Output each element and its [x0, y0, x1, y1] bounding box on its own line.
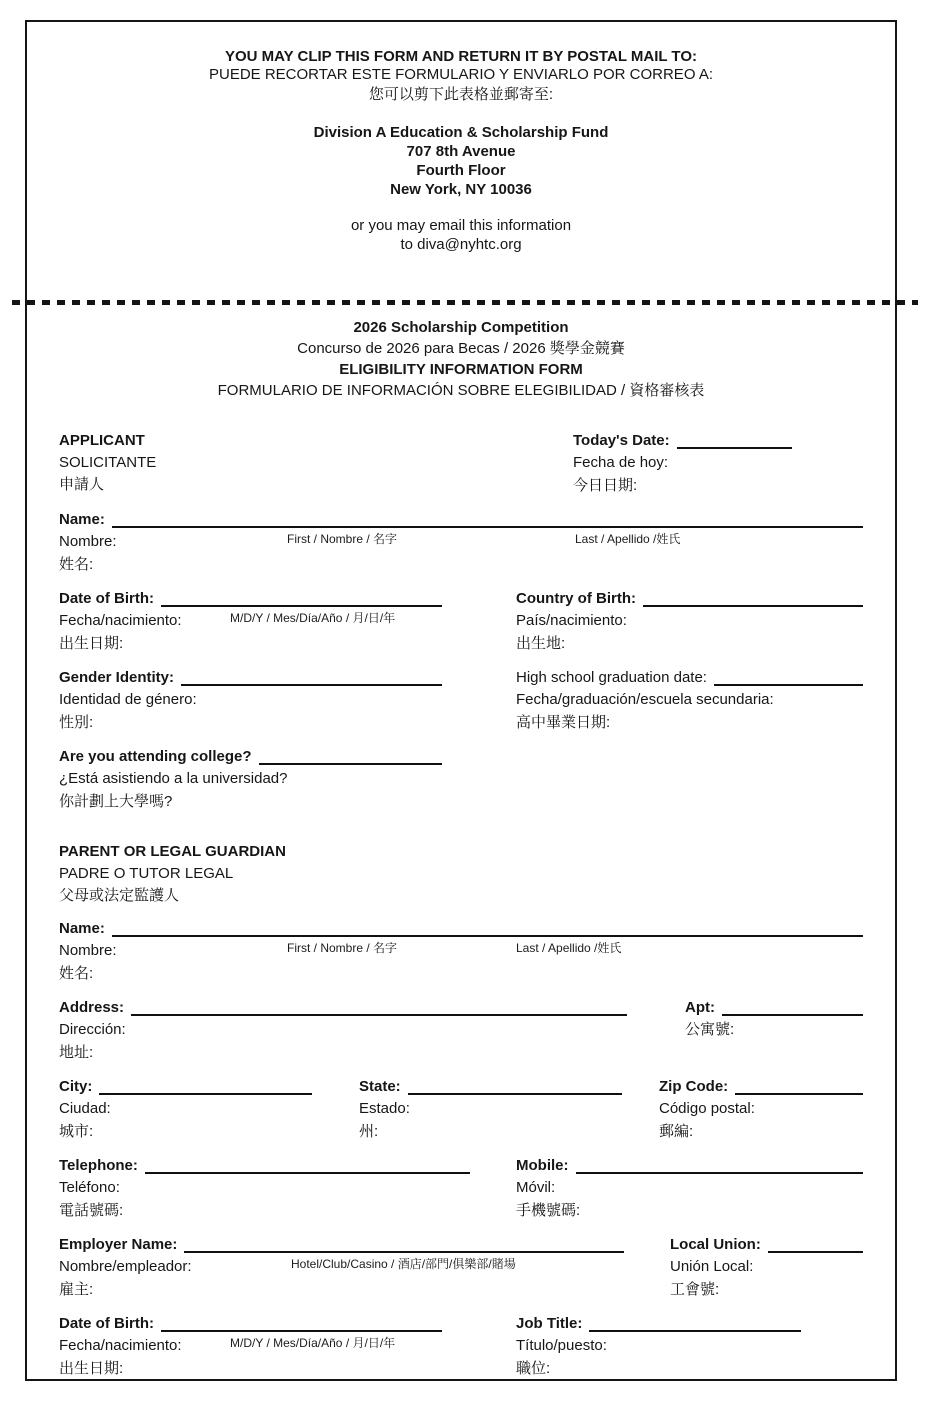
guardian-name-first-hint: First / Nombre / 名字: [287, 941, 398, 955]
country-of-birth-field: [516, 588, 863, 656]
college-row: [59, 746, 863, 814]
address-row: [59, 997, 863, 1065]
gender-identity-label: Gender Identity:: [59, 669, 175, 686]
hs-graduation-label-zh: 高中畢業日期:: [516, 714, 611, 731]
mobile-label: Mobile:: [516, 1157, 569, 1174]
state-field: [359, 1076, 622, 1144]
gender-identity-label-zh: 性別:: [59, 714, 94, 731]
applicant-dob-row: [59, 588, 863, 656]
state-line: [408, 1093, 622, 1095]
mailing-instruction-zh: 您可以剪下此表格並郵寄至:: [368, 86, 554, 103]
state-label: State:: [359, 1078, 401, 1095]
guardian-dob-field: [59, 1313, 442, 1381]
guardian-name-field: [59, 918, 863, 986]
guardian-heading-es: PADRE O TUTOR LEGAL: [59, 865, 234, 882]
applicant-name-row: [59, 509, 863, 577]
applicant-name-label-zh: 姓名:: [59, 556, 94, 573]
todays-date-field: [573, 430, 863, 498]
employer-venue-hint: Hotel/Club/Casino / 酒店/部門/俱樂部/賭場: [291, 1257, 516, 1271]
country-of-birth-label-zh: 出生地:: [516, 635, 566, 652]
applicant-name-label-es: Nombre:: [59, 533, 117, 550]
city-line: [99, 1093, 312, 1095]
applicant-dob-format-hint: M/D/Y / Mes/Día/Año / 月/日/年: [230, 611, 396, 625]
job-title-line: [589, 1330, 801, 1332]
job-title-label-es: Título/puesto:: [516, 1337, 607, 1354]
applicant-name-field: [59, 509, 863, 577]
email-note: [59, 216, 863, 254]
applicant-dob-field: [59, 588, 442, 656]
job-title-field: [516, 1313, 863, 1381]
todays-date-label-zh: 今日日期:: [573, 477, 638, 494]
zip-line: [735, 1093, 863, 1095]
cut-line-separator: [12, 300, 918, 305]
mailing-address-street: 707 8th Avenue: [406, 143, 516, 160]
hs-graduation-label: High school graduation date:: [516, 669, 707, 686]
form-fields: [59, 430, 863, 1381]
mailing-address: [59, 123, 863, 199]
guardian-heading: [59, 841, 863, 907]
gender-row: [59, 667, 863, 735]
guardian-dob-label-zh: 出生日期:: [59, 1360, 124, 1377]
guardian-name-label: Name:: [59, 920, 105, 937]
address-label-es: Dirección:: [59, 1021, 126, 1038]
telephone-label: Telephone:: [59, 1157, 138, 1174]
employer-row: [59, 1234, 863, 1302]
applicant-dob-label-zh: 出生日期:: [59, 635, 124, 652]
competition-title-en: 2026 Scholarship Competition: [353, 319, 569, 336]
applicant-heading-en: APPLICANT: [59, 432, 145, 449]
todays-date-label-es: Fecha de hoy:: [573, 454, 669, 471]
local-union-label: Local Union:: [670, 1236, 761, 1253]
employer-label-zh: 雇主:: [59, 1281, 94, 1298]
gender-identity-line: [181, 684, 442, 686]
guardian-dob-label-es: Fecha/nacimiento:: [59, 1337, 182, 1354]
apt-label: Apt:: [685, 999, 715, 1016]
employer-label-es: Nombre/empleador:: [59, 1258, 192, 1275]
mobile-label-zh: 手機號碼:: [516, 1202, 581, 1219]
applicant-heading: [59, 430, 573, 498]
hs-graduation-line: [714, 684, 863, 686]
guardian-name-line: [112, 935, 863, 937]
state-label-es: Estado:: [359, 1100, 410, 1117]
guardian-heading-zh: 父母或法定監護人: [59, 887, 180, 904]
city-label-es: Ciudad:: [59, 1100, 111, 1117]
attending-college-label-zh: 你計劃上大學嗎?: [59, 793, 173, 810]
apt-line: [722, 1014, 863, 1016]
country-of-birth-label: Country of Birth:: [516, 590, 636, 607]
competition-title-es-zh: Concurso de 2026 para Becas / 2026 獎學金競賽: [297, 340, 625, 357]
address-label-zh: 地址:: [59, 1044, 94, 1061]
mailing-address-city: New York, NY 10036: [390, 181, 532, 198]
apt-field: [685, 997, 863, 1065]
job-title-label-zh: 職位:: [516, 1360, 551, 1377]
gender-identity-field: [59, 667, 442, 735]
local-union-line: [768, 1251, 863, 1253]
form-border: [25, 20, 897, 1381]
mailing-address-floor: Fourth Floor: [416, 162, 506, 179]
address-label: Address:: [59, 999, 125, 1016]
local-union-label-zh: 工會號:: [670, 1281, 720, 1298]
zip-field: [659, 1076, 863, 1144]
country-of-birth-label-es: País/nacimiento:: [516, 612, 627, 629]
guardian-dob-row: [59, 1313, 863, 1381]
employer-label: Employer Name:: [59, 1236, 178, 1253]
state-label-zh: 州:: [359, 1123, 379, 1140]
attending-college-label: Are you attending college?: [59, 748, 252, 765]
zip-label: Zip Code:: [659, 1078, 729, 1095]
applicant-dob-label: Date of Birth:: [59, 590, 154, 607]
applicant-dob-label-es: Fecha/nacimiento:: [59, 612, 182, 629]
telephone-field: [59, 1155, 470, 1223]
hs-graduation-field: [516, 667, 863, 735]
attending-college-field: [59, 746, 442, 814]
job-title-label: Job Title:: [516, 1315, 583, 1332]
attending-college-label-es: ¿Está asistiendo a la universidad?: [59, 770, 288, 787]
local-union-label-es: Unión Local:: [670, 1258, 754, 1275]
email-note-line2: to diva@nyhtc.org: [400, 236, 522, 253]
guardian-heading-en: PARENT OR LEGAL GUARDIAN: [59, 843, 286, 860]
city-field: [59, 1076, 312, 1144]
form-title-es-zh: FORMULARIO DE INFORMACIÓN SOBRE ELEGIBILIDAD / 資格審核表: [217, 382, 705, 399]
form-title-en: ELIGIBILITY INFORMATION FORM: [339, 361, 583, 378]
mobile-line: [576, 1172, 864, 1174]
applicant-name-line: [112, 526, 863, 528]
mailing-instruction-es: PUEDE RECORTAR ESTE FORMULARIO Y ENVIARLO POR CORREO A:: [209, 66, 713, 83]
mailing-address-org: Division A Education & Scholarship Fund: [313, 124, 609, 141]
guardian-dob-format-hint: M/D/Y / Mes/Día/Año / 月/日/年: [230, 1336, 396, 1350]
telephone-line: [145, 1172, 470, 1174]
address-field: [59, 997, 627, 1065]
gender-identity-label-es: Identidad de género:: [59, 691, 197, 708]
telephone-label-zh: 電話號碼:: [59, 1202, 124, 1219]
applicant-name-label: Name:: [59, 511, 105, 528]
city-label-zh: 城市:: [59, 1123, 94, 1140]
email-note-line1: or you may email this information: [350, 217, 572, 234]
address-line: [131, 1014, 627, 1016]
applicant-name-last-hint: Last / Apellido /姓氏: [575, 532, 681, 546]
applicant-heading-row: [59, 430, 863, 498]
attending-college-line: [259, 763, 442, 765]
guardian-name-last-hint: Last / Apellido /姓氏: [516, 941, 622, 955]
guardian-name-label-es: Nombre:: [59, 942, 117, 959]
guardian-name-label-zh: 姓名:: [59, 965, 94, 982]
mailing-instruction-en: YOU MAY CLIP THIS FORM AND RETURN IT BY POSTAL MAIL TO:: [225, 48, 697, 65]
form-title-block: [59, 317, 863, 401]
local-union-field: [670, 1234, 863, 1302]
applicant-heading-es: SOLICITANTE: [59, 454, 157, 471]
city-state-zip-row: [59, 1076, 863, 1144]
mobile-field: [516, 1155, 863, 1223]
city-label: City:: [59, 1078, 93, 1095]
telephone-label-es: Teléfono:: [59, 1179, 120, 1196]
country-of-birth-line: [643, 605, 863, 607]
mobile-label-es: Móvil:: [516, 1179, 556, 1196]
phone-row: [59, 1155, 863, 1223]
applicant-heading-zh: 申請人: [59, 476, 105, 493]
apt-label-zh: 公寓號:: [685, 1021, 735, 1038]
zip-label-es: Código postal:: [659, 1100, 755, 1117]
zip-label-zh: 郵編:: [659, 1123, 694, 1140]
employer-field: [59, 1234, 624, 1302]
guardian-name-row: [59, 918, 863, 986]
mailing-instructions: [59, 48, 863, 106]
todays-date-label: Today's Date:: [573, 432, 670, 449]
hs-graduation-label-es: Fecha/graduación/escuela secundaria:: [516, 691, 774, 708]
todays-date-line: [677, 447, 792, 449]
guardian-dob-label: Date of Birth:: [59, 1315, 154, 1332]
applicant-name-first-hint: First / Nombre / 名字: [287, 532, 398, 546]
